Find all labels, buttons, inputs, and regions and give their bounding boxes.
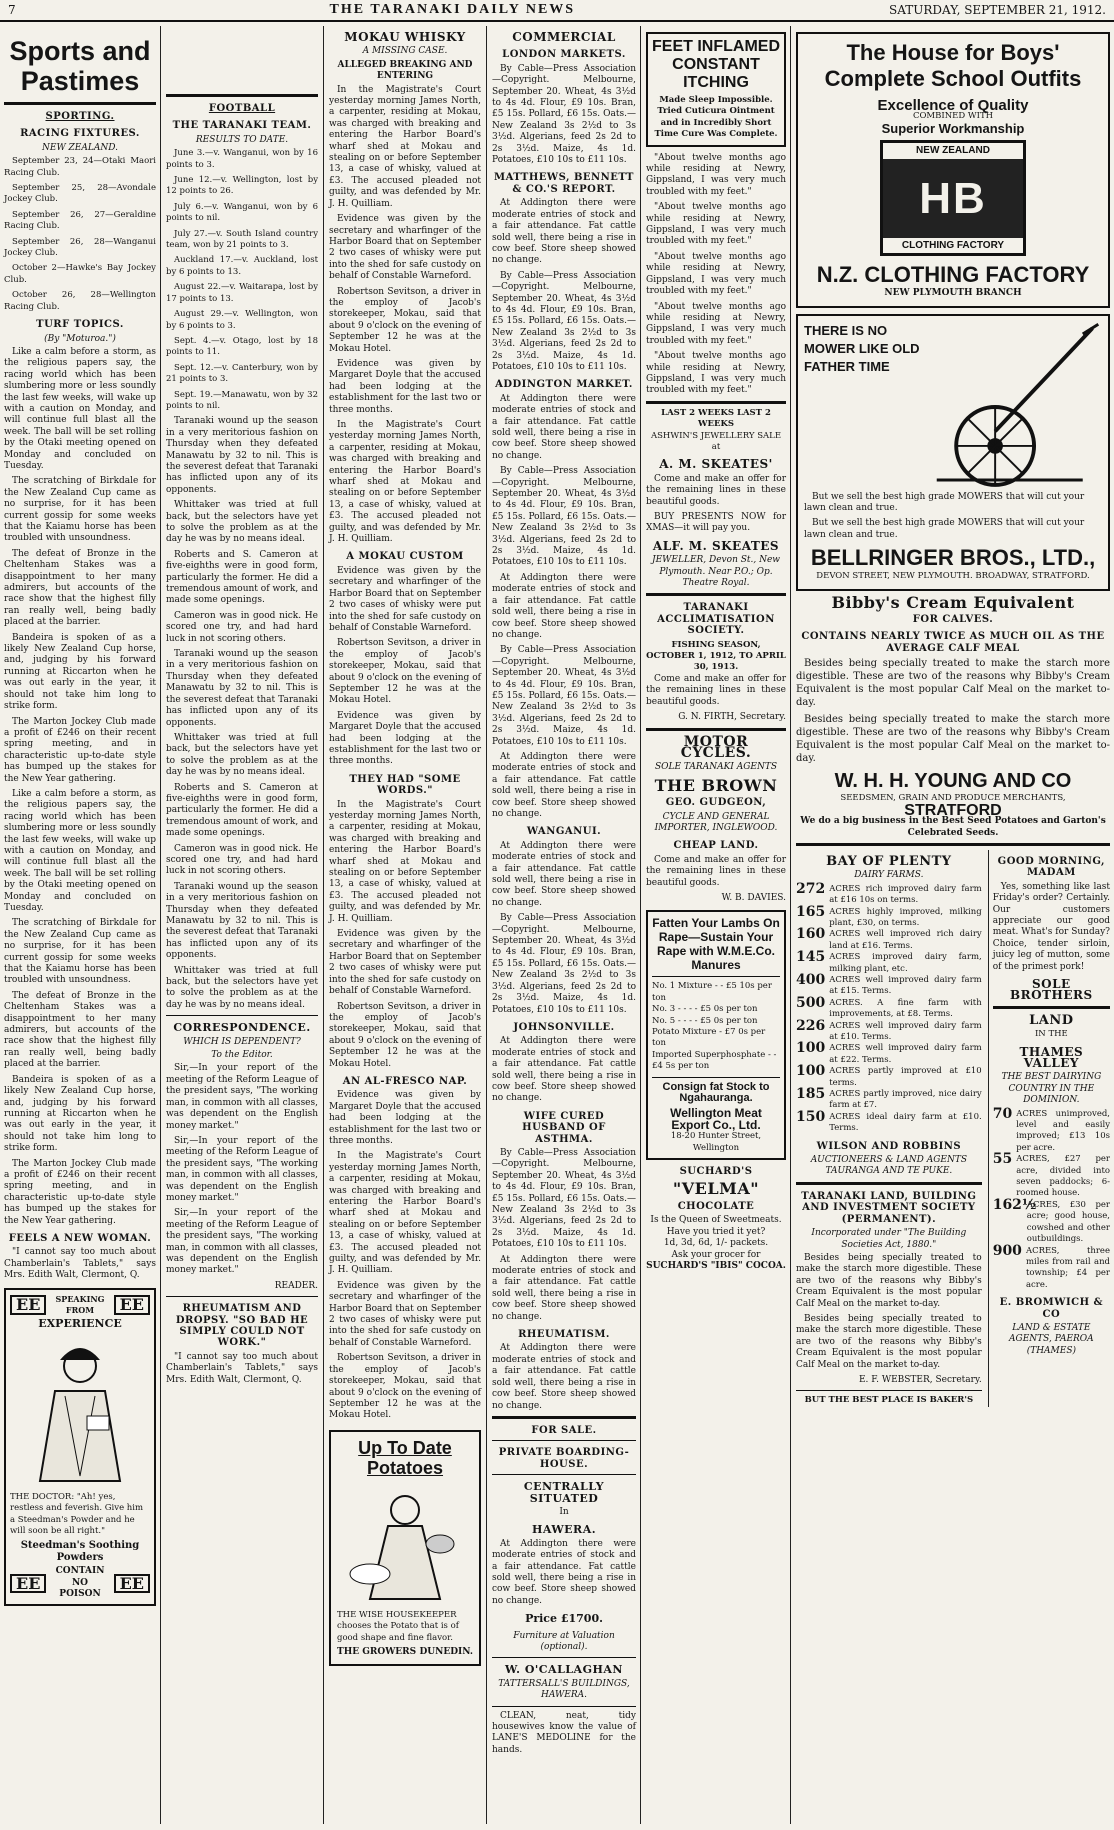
ee-logo: EE — [114, 1295, 150, 1314]
thames-listing: 70 ACRES unimproved, level and easily improved; £13 10s per acre. — [992, 1105, 1110, 1153]
wilson-name: WILSON AND ROBBINS — [816, 1140, 962, 1152]
result-item: Sept. 4.—v. Otago, lost by 18 points to 11. — [166, 335, 318, 358]
mower-text: But we sell the best high grade MOWERS that will cut your lawn clean and true. — [804, 491, 1085, 514]
in-word: In — [559, 1506, 569, 1517]
correspondence-text: Sir,—In your report of the meeting of the Reform League of the president says, "The working man, in common with all classes, was dependent on the English money market." — [166, 1135, 318, 1203]
land-heading: LAND — [1029, 1012, 1074, 1028]
farm-listing: 100 ACRES partly improved at £10 terms. — [796, 1063, 982, 1088]
wellington-addr: 18-20 Hunter Street, Wellington — [670, 1131, 762, 1153]
itch-text: "About twelve months ago while residing at Newry, Gippsland, I was very much troubled with my feet." — [646, 301, 786, 346]
sporting-heading: SPORTING. — [45, 111, 115, 122]
article-paragraph: The defeat of Bronze in the Cheltenham Stakes was a disappointment to her many admirers, but accounts of the race show that the highest filly ran really well, being badly placed at the barrier. — [4, 990, 156, 1070]
article-paragraph: At Addington there were moderate entries of stock and a fair attendance. Fat cattle sold well, there being a rise in cow beef. Store sheep showed no change. — [492, 393, 636, 461]
cheap-sign: W. B. DAVIES. — [721, 892, 786, 903]
article-paragraph: At Addington there were moderate entries of stock and a fair attendance. Fat cattle sold well, there being a rise in cow beef. Store sheep showed no change. — [492, 1538, 636, 1606]
young-sub: SEEDSMEN, GRAIN AND PRODUCE MERCHANTS, — [840, 793, 1066, 804]
fixture-item: September 23, 24—Otaki Maori Racing Club. — [4, 156, 156, 178]
column-whisky — [325, 26, 485, 1824]
commercial-heading: COMMERCIAL — [512, 30, 616, 44]
turf-byline: (By "Moturoa.") — [44, 333, 116, 344]
bay-sub: DAIRY FARMS. — [854, 870, 924, 881]
buy-presents: BUY PRESENTS NOW for XMAS—it will pay you. — [646, 512, 786, 534]
article-paragraph: Like a calm before a storm, as the religious papers say, the racing world which has been slumbering more or less soundly the last few weeks, will wake up with a caution on Monday, and will continue full blast all the week. The ball will be set rolling by the Otaki meeting opened on Monday and concluded on Tuesday. — [4, 346, 156, 471]
thames-heading: THAMES VALLEY — [1019, 1044, 1084, 1070]
fixture-item: September 25, 28—Avondale Jockey Club. — [4, 183, 156, 205]
article-paragraph: At Addington there were moderate entries of stock and a fair attendance. Fat cattle sold well, there being a rise in cow beef. Store sheep showed no change. — [492, 198, 636, 266]
article-paragraph: By Cable—Press Association—Copyright. Melbourne, September 20. Wheat, 4s 3½d to 4s 4d. Flour, £9 10s. Bran, £5 15s. Pollard, £6 15s. Oats.—New Zealand 3s 2½d to 3s 3½d. Algerians, feed 2s 2d to 2s 3½d. Maize, 4s 1d. Potatoes, £10 10s to £11 10s. — [492, 1147, 636, 1250]
custom-heading: A MOKAU CUSTOM — [346, 551, 464, 563]
ad-doctor: THE DOCTOR: "Ah! yes, restless and feverish. Give him a Steedman's Powder and he will soon be all right." — [10, 1491, 144, 1537]
article-paragraph: Robertson Sevitson, a driver in the employ of Jacob's storekeeper, Mokau, said that about 9 o'clock on the evening of September 12 he was at the Mokau Hotel. — [329, 1001, 481, 1069]
article-paragraph: Like a calm before a storm, as the religious papers say, the racing world which has been slumbering more or less soundly the last few weeks, will wake up with a caution on Monday, and will continue full blast all the week. The ball will be set rolling by the Otaki meeting opened on Monday and concluded on Tuesday. — [4, 788, 156, 913]
sole-brothers: SOLE BROTHERS — [1010, 976, 1093, 1003]
article-paragraph: The Marton Jockey Club made a profit of £246 on their recent spring meeting, and in characteristic up-to-date style has bumped up the stakes for the New Year gathering. — [4, 1158, 156, 1226]
bellringer-address: DEVON STREET, NEW PLYMOUTH. BROADWAY, STRATFORD. — [816, 571, 1090, 582]
issue-date: SATURDAY, SEPTEMBER 21, 1912. — [889, 3, 1106, 17]
rheumatism-heading: RHEUMATISM AND DROPSY. "SO BAD HE SIMPLY COULD NOT WORK." — [175, 1303, 309, 1349]
article-paragraph: Cameron was in good nick. He scored one try, and had hard luck in not scoring others. — [166, 843, 318, 877]
velma-brand: "VELMA" — [672, 1179, 760, 1199]
mower-text: But we sell the best high grade MOWERS that will cut your lawn clean and true. — [804, 518, 1085, 540]
jewellery-heading: LAST 2 WEEKS LAST 2 WEEKS — [661, 407, 771, 430]
potatoes-caption: THE WISE HOUSEKEEPER chooses the Potato that is of good shape and fine flavor. — [337, 1609, 459, 1643]
ad-experience: EXPERIENCE — [38, 1317, 122, 1331]
manure-item: Imported Superphosphate - - £4 5s per ton — [652, 1049, 777, 1072]
ad-speaking: SPEAKING FROM — [55, 1293, 105, 1315]
young-name: W. H. H. YOUNG AND CO — [834, 770, 1072, 793]
itch-heading-2: CONSTANT ITCHING — [672, 56, 760, 91]
article-paragraph: Come and make an offer for the remaining lines in these beautiful goods. — [646, 854, 786, 888]
turf-topics-heading: TURF TOPICS. — [36, 319, 124, 331]
manure-item: Potato Mixture - £7 0s per ton — [652, 1027, 766, 1049]
wanganui-heading: WANGANUI. — [526, 826, 602, 838]
masthead — [0, 0, 1114, 22]
farm-listing: 145 ACRES improved dairy farm, milking plant, etc. — [796, 949, 982, 974]
building-heading: TARANAKI LAND, BUILDING AND INVESTMENT SOCIETY (PERMANENT). — [801, 1190, 977, 1225]
gudgeon-name: GEO. GUDGEON, — [665, 797, 767, 809]
fixture-item: October 26, 28—Wellington Racing Club. — [4, 290, 156, 312]
article-paragraph: The defeat of Bronze in the Cheltenham Stakes was a disappointment to her many admirers, but accounts of the race show that the highest filly ran really well, being badly placed at the barrier. — [4, 548, 156, 628]
farm-listing: 185 ACRES partly improved, nice dairy farm at £7. — [796, 1086, 982, 1111]
excellence-line: Excellence of Quality — [877, 97, 1029, 114]
article-paragraph: Evidence was given by Margaret Doyle that the accused had been lodging at the establishment for the last two or three months. — [329, 710, 481, 767]
section-title: Sports and Pastimes — [9, 36, 151, 96]
article-paragraph: "I cannot say too much about Chamberlain's Tablets," says Mrs. Edith Walt, Clermont, Q. — [166, 1351, 318, 1385]
ee-logo: EE — [114, 1574, 150, 1593]
article-paragraph: At Addington there were moderate entries of stock and a fair attendance. Fat cattle sold well, there being a rise in cow beef. Store sheep showed no change. — [492, 1254, 636, 1322]
bay-of-plenty-ad — [796, 850, 982, 1407]
article-paragraph: In the Magistrate's Court yesterday morning James North, a carpenter, residing at Mokau, was charged with breaking and entering the Harbor Board's wharf shed at Mokau and stealing on or before September 13, a case of whisky, valued at £3. The accused pleaded not guilty, and was defended by Mr. J. H. Quilliam. — [329, 799, 481, 924]
cheap-land-heading: CHEAP LAND. — [673, 840, 759, 852]
asthma-heading: WIFE CURED HUSBAND OF ASTHMA. — [522, 1110, 606, 1145]
result-item: Auckland 17.—v. Auckland, lost by 6 points to 13. — [166, 255, 318, 277]
butcher-land-column — [988, 850, 1110, 1407]
consign: Consign fat Stock to Ngahauranga. — [662, 1080, 770, 1105]
ad-brand: Steedman's Soothing Powders — [20, 1540, 140, 1563]
article-paragraph: Evidence was given by the secretary and wharfinger of the Harbor Board that on September 2 two cases of whisky were put into the shed for safe custody on behalf of Constable Warneford. — [329, 565, 481, 633]
column-rule — [323, 26, 324, 1824]
result-item: August 29.—v. Wellington, won by 6 points to 3. — [166, 309, 318, 331]
correspondence-text: Sir,—In your report of the meeting of the Reform League of the president says, "The working man, in common with all classes, was dependent on the English money market." — [166, 1208, 318, 1276]
farm-listing: 165 ACRES highly improved, milking plant, £30, on terms. — [796, 903, 982, 928]
article-paragraph: Evidence was given by the secretary and wharfinger of the Harbor Board that on September 2 two cases of whisky were put into the shed for safe custody on behalf of Constable Warneford. — [329, 214, 481, 282]
farm-listing: 100 ACRES well improved dairy farm at £22. Terms. — [796, 1040, 982, 1065]
forsale-heading: FOR SALE. — [531, 1424, 597, 1436]
bay-heading: BAY OF PLENTY — [826, 853, 952, 869]
article-paragraph: Whittaker was tried at full back, but the selectors have yet to solve the problem as at the day he was by no means ideal. — [166, 965, 318, 1010]
correspondence-sub: WHICH IS DEPENDENT? — [183, 1036, 301, 1047]
article-paragraph: Evidence was given by the secretary and wharfinger of the Harbor Board that on September 2 two cases of whisky were put into the shed for safe custody on behalf of Constable Warneford. — [329, 1280, 481, 1348]
hawera-heading: HAWERA. — [531, 1523, 597, 1537]
ee-logo: EE — [10, 1295, 46, 1314]
steedman-ad — [4, 1288, 156, 1607]
article-paragraph: The scratching of Birkdale for the New Zealand Cup came as no surprise, for it has been current gossip for some weeks that the Kaiamu horse has been troubled with unsoundness. — [4, 918, 156, 986]
wellington-meat: Wellington Meat Export Co., Ltd. — [670, 1106, 762, 1132]
result-item: June 12.—v. Wellington, lost by 12 points to 26. — [166, 175, 318, 197]
tried-line: Have you tried it yet? — [666, 1226, 766, 1237]
article-paragraph: The scratching of Birkdale for the New Zealand Cup came as no surprise, for it has been current gossip for some weeks that the Kaiamu horse has been troubled with unsoundness. — [4, 476, 156, 544]
manure-item: No. 5 - - - - £5 0s per ton — [652, 1015, 758, 1026]
article-paragraph: Cameron was in good nick. He scored one try, and had hard luck in not scoring others. — [166, 610, 318, 644]
nurse-illustration — [25, 1336, 135, 1486]
bellringer-name: BELLRINGER BROS., LTD., — [810, 545, 1096, 571]
farm-listing: 226 ACRES well improved dairy farm at £10. Terms. — [796, 1017, 982, 1042]
acclim-heading: TARANAKI ACCLIMATISATION SOCIETY. — [657, 602, 775, 637]
potatoes-ad — [329, 1430, 481, 1667]
some-words-heading: THEY HAD "SOME WORDS." — [349, 773, 461, 797]
combined-line: COMBINED WITH — [912, 111, 994, 122]
house-heading: The House for Boys' Complete School Outfits — [824, 40, 1082, 91]
whisky-heading: MOKAU WHISKY — [344, 30, 466, 44]
article-paragraph: Roberts and S. Cameron at five-eighths were in good form, particularly the former. He did a tremendous amount of work, and made some openings. — [166, 549, 318, 606]
workmanship-line: Superior Workmanship — [881, 120, 1025, 136]
ee-logo: EE — [10, 1574, 46, 1593]
article-paragraph: Robertson Sevitson, a driver in the employ of Jacob's storekeeper, Mokau, said that about 9 o'clock on the evening of September 12 he was at the Mokau Hotel. — [329, 286, 481, 354]
thames-listing: 900 ACRES, three miles from rail and township; £4 per acre. — [992, 1242, 1110, 1290]
article-paragraph: Robertson Sevitson, a driver in the employ of Jacob's storekeeper, Mokau, said that about 9 o'clock on the evening of September 12 he was at the Mokau Hotel. — [329, 1353, 481, 1421]
fixture-item: September 26, 28—Wanganui Jockey Club. — [4, 236, 156, 259]
fixture-item: October 2—Hawke's Bay Jockey Club. — [4, 263, 156, 285]
itch-text: "About twelve months ago while residing at Newry, Gippsland, I was very much troubled with my feet." — [646, 202, 786, 247]
potatoes-footer: THE GROWERS — [337, 1646, 417, 1657]
article-paragraph: Taranaki wound up the season in a very meritorious fashion on Thursday when they defeated Manawatu by 32 to nil. This is the severest defeat that Taranaki has inflicted upon any of its opponents. — [166, 416, 318, 495]
lambs-heading: Fatten Your Lambs On Rape—Sustain Your Rape with W.M.E.Co. Manures — [652, 916, 780, 973]
newspaper-title: THE TARANAKI DAILY NEWS — [329, 2, 576, 17]
young-text: We do a big business in the Best Seed Potatoes and Garton's Celebrated Seeds. — [800, 816, 1106, 838]
skeates-text: Come and make an offer for the remaining lines in these beautiful goods. — [646, 473, 786, 507]
mower-heading: THERE IS NO MOWER LIKE OLD FATHER TIME — [804, 322, 920, 374]
feels-heading: FEELS A NEW WOMAN. — [8, 1232, 152, 1244]
football-heading: FOOTBALL — [208, 103, 276, 114]
stratford: STRATFORD — [904, 801, 1002, 819]
bromwich-name: E. BROMWICH & CO — [999, 1297, 1104, 1320]
article-paragraph: Besides being specially treated to make the starch more digestible. These are two of the reasons why Bibby's Cream Equivalent is the most popular Calf Meal on the market to-day. — [796, 1313, 982, 1370]
best-place: BUT THE BEST PLACE IS BAKER'S — [804, 1395, 974, 1406]
thames-listing: 55 ACRES, £27 per acre, divided into seven paddocks; 6-roomed house. — [992, 1151, 1110, 1199]
itch-heading-1: FEET INFLAMED — [652, 38, 780, 55]
article-paragraph: Besides being specially treated to make the starch more digestible. These are two of the reasons why Bibby's Cream Equivalent is the most popular Calf Meal on the market to-day. — [796, 1252, 982, 1309]
result-item: July 27.—v. South Island country team, won by 21 points to 3. — [166, 228, 318, 251]
column-ads-a — [642, 26, 790, 1824]
clothing-ad — [796, 32, 1110, 308]
london-text: By Cable—Press Association—Copyright. Melbourne, September 20. Wheat, 4s 3½d to 4s 4d. Flour, £9 10s. Bran, £5 15s. Pollard, £6 15s. Oats.—New Zealand 3s 2½d to 3s 3½d. Algerians, feed 2s 2d to 2s 3½d. Maize, 4s 1d. Potatoes, £10 10s to £11 10s. — [492, 63, 636, 166]
wilson-sub: AUCTIONEERS & LAND AGENTS TAURANGA AND TE PUKE. — [810, 1155, 968, 1177]
article-paragraph: By Cable—Press Association—Copyright. Melbourne, September 20. Wheat, 4s 3½d to 4s 4d. Flour, £9 10s. Bran, £5 15s. Pollard, £6 15s. Oats.—New Zealand 3s 2½d to 3s 3½d. Algerians, feed 2s 2d to 2s 3½d. Maize, 4s 1d. Potatoes, £10 10s to £11 10s. — [492, 645, 636, 747]
bibby-text: Besides being specially treated to make the starch more digestible. These are two of the reasons why Bibby's Cream Equivalent is the most popular Calf Meal on the market to-day. — [796, 714, 1110, 765]
factory-name: N.Z. CLOTHING FACTORY — [816, 262, 1090, 288]
page-number: 7 — [8, 3, 16, 17]
article-paragraph: The Marton Jockey Club made a profit of £246 on their recent spring meeting, and in characteristic up-to-date style has bumped up the stakes for the New Year gathering. — [4, 716, 156, 784]
thames-sub: THE BEST DAIRYING COUNTRY IN THE DOMINION. — [1001, 1072, 1102, 1106]
result-item: Sept. 19.—Manawatu, won by 32 points to nil. — [166, 389, 318, 411]
correspondence-to: To the Editor. — [211, 1050, 273, 1061]
motor-sub: SOLE TARANAKI AGENTS — [654, 762, 778, 773]
motor-heading: MOTOR CYCLES. — [680, 733, 752, 761]
column-sports — [0, 26, 160, 1824]
column-football — [162, 26, 322, 1824]
itch-sub: Made Sleep Impossible. Tried Cuticura Ointment and in Incredibly Short Time Cure Was Complete. — [654, 95, 778, 140]
team-heading: THE TARANAKI TEAM. — [172, 120, 312, 132]
logo-mid: HB — [919, 173, 987, 223]
article-paragraph: Evidence was given by Margaret Doyle that the accused had been lodging at the establishment for the last two or three months. — [329, 358, 481, 415]
alfresco-heading: AN AL-FRESCO NAP. — [342, 1075, 468, 1087]
fishing-sign: G. N. FIRTH, Secretary. — [678, 712, 786, 723]
itch-text: "About twelve months ago while residing at Newry, Gippsland, I was very much troubled with my feet." — [646, 251, 786, 297]
bibby-sub: FOR CALVES. — [912, 614, 994, 626]
manure-item: No. 3 - - - - £5 0s per ton — [652, 1004, 758, 1015]
centrally-heading: CENTRALLY SITUATED — [523, 1480, 605, 1505]
article-paragraph: Whittaker was tried at full back, but the selectors have yet to solve the problem as at the day he was by no means ideal. — [166, 500, 318, 545]
ibis-line: SUCHARD'S "IBIS" COCOA. — [646, 1260, 786, 1271]
johnsonville-heading: JOHNSONVILLE. — [513, 1021, 615, 1033]
result-item: Sept. 12.—v. Canterbury, won by 21 points to 3. — [166, 362, 318, 385]
gudgeon-sub: CYCLE AND GENERAL IMPORTER, INGLEWOOD. — [654, 811, 778, 833]
building-text: Incorporated under "The Building Societies Act, 1880." — [811, 1228, 967, 1250]
housekeeper-illustration — [340, 1484, 470, 1604]
london-heading: LONDON MARKETS. — [502, 49, 626, 61]
farm-listing: 272 ACRES rich improved dairy farm at £16 10s on terms. — [796, 880, 982, 906]
column-rule — [640, 26, 641, 1824]
result-item: July 6.—v. Wanganui, won by 6 points to nil. — [166, 201, 318, 224]
racing-fixtures-sub: NEW ZEALAND. — [42, 142, 118, 153]
farm-listing: 160 ACRES well improved rich dairy land at £16. Terms. — [796, 926, 982, 951]
article-paragraph: By Cable—Press Association—Copyright. Melbourne, September 20. Wheat, 4s 3½d to 4s 4d. Flour, £9 10s. Bran, £5 15s. Pollard, £6 15s. Oats.—New Zealand 3s 2½d to 3s 3½d. Algerians, feed 2s 2d to 2s 3½d. Maize, 4s 1d. Potatoes, £10 10s to £11 10s. — [492, 913, 636, 1015]
article-paragraph: Taranaki wound up the season in a very meritorious fashion on Thursday when they defeated Manawatu by 32 to nil. This is the severest defeat that Taranaki has inflicted upon any of its opponents. — [166, 881, 318, 961]
ad-contain: CONTAIN NO POISON — [55, 1566, 105, 1600]
column-ads-b — [792, 26, 1114, 1824]
article-paragraph: Robertson Sevitson, a driver in the employ of Jacob's storekeeper, Mokau, said that about 9 o'clock on the evening of September 12 he was at the Mokau Hotel. — [329, 638, 481, 706]
correspondence-sign: READER. — [274, 1280, 318, 1291]
farm-listing: 400 ACRES well improved dairy farm at £15. Terms. — [796, 971, 982, 997]
column-commercial — [488, 26, 640, 1824]
alf-address: JEWELLER, Devon St., New Plymouth. Near P.O.; Op. Theatre Royal. — [652, 555, 780, 589]
article-paragraph: Bandeira is spoken of as a likely New Zealand Cup horse, and, judging by his forward running at Riccarton when he was out early in the year, it should not take him long to strike form. — [4, 1074, 156, 1154]
suchard-heading: SUCHARD'S — [679, 1166, 753, 1178]
article-paragraph: Bandeira is spoken of as a likely New Zealand Cup horse, and, judging by his forward running at Riccarton when he was out early in the year, it should not take him long to strike form. — [4, 632, 156, 712]
ask-line: Ask your grocer for — [671, 1249, 761, 1260]
queen-line: Is the Queen of Sweetmeats. — [650, 1215, 782, 1226]
correspondence-heading: CORRESPONDENCE. — [173, 1021, 311, 1035]
branch-name: NEW PLYMOUTH BRANCH — [884, 288, 1022, 299]
article-paragraph: In the Magistrate's Court yesterday morning James North, a carpenter, residing at Mokau, was charged with breaking and entering the Harbor Board's wharf shed at Mokau and stealing on or before September 13, a case of whisky, valued at £3. The accused pleaded not guilty, and was defended by Mr. J. H. Quilliam. — [329, 84, 481, 209]
article-paragraph: In the Magistrate's Court yesterday morning James North, a carpenter, residing at Mokau, was charged with breaking and entering the Harbor Board's wharf shed at Mokau and stealing on or before September 13, a case of whisky, valued at £3. The accused pleaded not guilty, and was defended by Mr. J. H. Quilliam. — [329, 1151, 481, 1276]
fishing-season: FISHING SEASON, OCTOBER 1, 1912, TO APRIL 30, 1913. — [646, 639, 786, 673]
prices-line: 1d, 3d, 6d, 1/- packets. — [663, 1238, 769, 1249]
building-sign: E. F. WEBSTER, Secretary. — [858, 1374, 982, 1385]
agent-name: W. O'CALLAGHAN — [505, 1663, 623, 1677]
chocolate-label: CHOCOLATE — [677, 1200, 755, 1212]
logo-bottom: CLOTHING FACTORY — [883, 238, 1023, 253]
matthews-heading: MATTHEWS, BENNETT & CO.'S REPORT. — [494, 172, 634, 195]
itch-text: "About twelve months ago while residing at Newry, Gippsland, I was very much troubled with my feet." — [646, 351, 786, 396]
cuticura-ad — [646, 32, 786, 147]
price: Price £1700. — [525, 1612, 603, 1626]
column-rule — [160, 26, 161, 1824]
manures-ad — [646, 910, 786, 1160]
medoline-ad: CLEAN, neat, tidy housewives know the value of LANE'S MEDOLINE for the hands. — [492, 1710, 636, 1755]
furniture: Furniture at Valuation (optional). — [513, 1630, 615, 1652]
agent-address: TATTERSALL'S BUILDINGS, HAWERA. — [498, 1678, 630, 1701]
article-paragraph: Evidence was given by Margaret Doyle that the accused had been lodging at the establishment for the last two or three months. — [329, 1090, 481, 1146]
hb-logo — [880, 140, 1026, 256]
itch-text: "About twelve months ago while residing at Newry, Gippsland, I was very much troubled with my feet." — [646, 152, 786, 197]
mower-ad — [796, 314, 1110, 591]
article-paragraph: At Addington there were moderate entries of stock and a fair attendance. Fat cattle sold well, there being a rise in cow beef. Store sheep showed no change. — [492, 840, 636, 908]
bibby-contains: CONTAINS NEARLY TWICE AS MUCH OIL AS THE AVERAGE CALF MEAL — [801, 631, 1105, 654]
article-paragraph: Evidence was given by the secretary and wharfinger of the Harbor Board that on September 2 two cases of whisky were put into the shed for safe custody on behalf of Constable Warneford. — [329, 929, 481, 997]
bromwich-sub: LAND & ESTATE AGENTS, PAEROA (THAMES) — [1009, 1322, 1094, 1356]
rheum-heading: RHEUMATISM. — [518, 1329, 610, 1341]
column-rule — [486, 26, 487, 1824]
article-paragraph: Come and make an offer for the remaining lines in these beautiful goods. — [646, 673, 786, 707]
lawn-mower-illustration — [927, 322, 1102, 492]
good-morning: GOOD MORNING, MADAM — [997, 855, 1106, 879]
in-the: IN THE — [1034, 1029, 1068, 1040]
addington-heading: ADDINGTON MARKET. — [495, 379, 633, 391]
racing-fixtures-heading: RACING FIXTURES. — [20, 128, 140, 140]
whisky-sub: A MISSING CASE. — [362, 46, 448, 57]
article-paragraph: At Addington there were moderate entries of stock and a fair attendance. Fat cattle sold well, there being a rise in cow beef. Store sheep showed no change. — [492, 572, 636, 640]
whisky-sub2: ALLEGED BREAKING AND ENTERING — [337, 59, 473, 82]
jewellery-sub: ASHWIN'S JEWELLERY SALE at — [650, 430, 782, 452]
bibby-heading: Bibby's Cream Equivalent — [831, 592, 1075, 612]
skeates-name: A. M. SKEATES' — [659, 457, 773, 472]
correspondence-text: Sir,—In your report of the meeting of the Reform League of the president says, "The working man, in common with all classes, was dependent on the English money market." — [166, 1063, 318, 1131]
article-paragraph: In the Magistrate's Court yesterday morning James North, a carpenter, residing at Mokau, was charged with breaking and entering the Harbor Board's wharf shed at Mokau and stealing on or before September 13, a case of whisky, valued at £3. The accused pleaded not guilty, and was defended by Mr. J. H. Quilliam. — [329, 420, 481, 545]
alf-name: ALF. M. SKEATES — [652, 538, 780, 553]
feels-text: "I cannot say too much about Chamberlain's Tablets," says Mrs. Edith Walt, Clermont, Q. — [4, 1247, 156, 1281]
article-paragraph: At Addington there were moderate entries of stock and a fair attendance. Fat cattle sold well, there being a rise in cow beef. Store sheep showed no change. — [492, 751, 636, 819]
farm-listing: 150 ACRES ideal dairy farm at £10. Terms. — [796, 1108, 982, 1134]
article-paragraph: By Cable—Press Association—Copyright. Melbourne, September 20. Wheat, 4s 3½d to 4s 4d. Flour, £9 10s. Bran, £5 15s. Pollard, £6 15s. Oats.—New Zealand 3s 2½d to 3s 3½d. Algerians, feed 2s 2d to 2s 3½d. Maize, 4s 1d. Potatoes, £10 10s to £11 10s. — [492, 466, 636, 568]
article-paragraph: Taranaki wound up the season in a very meritorious fashion on Thursday when they defeated Manawatu by 32 to nil. This is the severest defeat that Taranaki has inflicted upon any of its opponents. — [166, 649, 318, 728]
article-paragraph: At Addington there were moderate entries of stock and a fair attendance. Fat cattle sold well, there being a rise in cow beef. Store sheep showed no change. — [492, 1036, 636, 1104]
bibby-text: Besides being specially treated to make the starch more digestible. These are two of the reasons why Bibby's Cream Equivalent is the most popular Calf Meal on the market to-day. — [796, 658, 1110, 709]
article-paragraph: At Addington there were moderate entries of stock and a fair attendance. Fat cattle sold well, there being a rise in cow beef. Store sheep showed no change. — [492, 1343, 636, 1411]
result-item: August 22.—v. Waitarapa, lost by 17 points to 13. — [166, 282, 318, 304]
gm-text: Yes, something like last Friday's order? Certainly. Our customers appreciate our good meat. What's for Sunday? Choice, tender sirloin, juicy leg of mutton, some of the primest pork! — [992, 881, 1110, 972]
fixture-item: September 26, 27—Geraldine Racing Club. — [4, 209, 156, 232]
results-heading: RESULTS TO DATE. — [195, 134, 289, 145]
manure-item: No. 1 Mixture - - £5 10s per ton — [652, 981, 772, 1003]
logo-top: NEW ZEALAND — [883, 143, 1023, 158]
brown-brand: THE BROWN — [654, 775, 778, 795]
column-rule — [790, 26, 791, 1824]
article-paragraph: By Cable—Press Association—Copyright. Melbourne, September 20. Wheat, 4s 3½d to 4s 4d. Flour, £9 10s. Bran, £5 15s. Pollard, £6 15s. Oats.—New Zealand 3s 2½d to 3s 3½d. Algerians, feed 2s 2d to 2s 3½d. Maize, 4s 1d. Potatoes, £10 10s to £11 10s. — [492, 270, 636, 372]
potatoes-place: DUNEDIN. — [419, 1646, 473, 1657]
article-paragraph: Roberts and S. Cameron at five-eighths were in good form, particularly the former. He did a tremendous amount of work, and made some openings. — [166, 782, 318, 839]
result-item: June 3.—v. Wanganui, won by 16 points to 3. — [166, 148, 318, 170]
article-paragraph: Whittaker was tried at full back, but the selectors have yet to solve the problem as at the day he was by no means ideal. — [166, 732, 318, 778]
thames-listing: 162½ ACRES, £30 per acre; good house, cowshed and other outbuildings. — [992, 1196, 1110, 1245]
boarding-heading: PRIVATE BOARDING-HOUSE. — [498, 1447, 630, 1470]
farm-listing: 500 ACRES. A fine farm with improvements, at £8. Terms. — [796, 994, 982, 1020]
potatoes-title: Up To Date Potatoes — [358, 1437, 452, 1478]
